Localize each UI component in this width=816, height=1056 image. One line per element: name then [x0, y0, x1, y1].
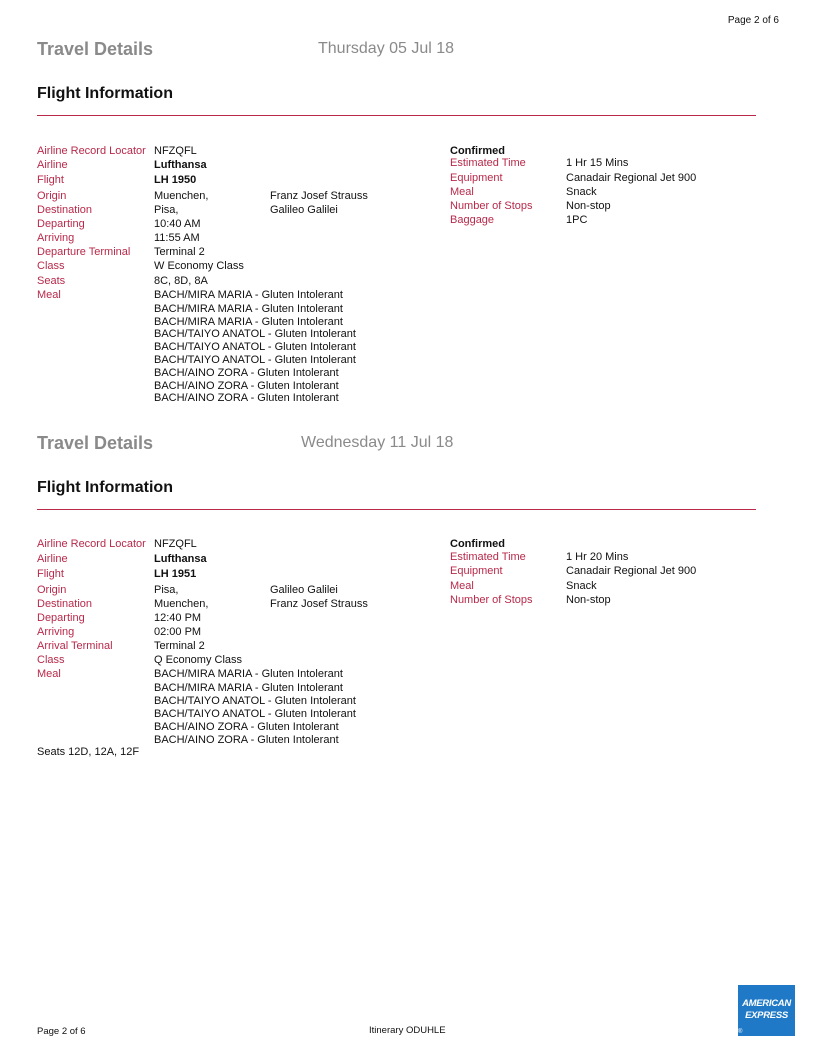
- label-arrival-terminal: Arrival Terminal: [37, 640, 113, 652]
- value-number-of-stops: Non-stop: [566, 200, 611, 212]
- label-departing: Departing: [37, 218, 85, 230]
- value-departing: 10:40 AM: [154, 218, 201, 230]
- meal-line: BACH/TAIYO ANATOL - Gluten Intolerant: [154, 708, 356, 720]
- value-flight: LH 1950: [154, 174, 197, 186]
- value-destination-city: Muenchen,: [154, 598, 209, 610]
- value-terminal: Terminal 2: [154, 640, 205, 652]
- travel-date: Wednesday 11 Jul 18: [301, 434, 454, 451]
- label-baggage: Baggage: [450, 214, 495, 226]
- value-baggage: 1PC: [566, 214, 588, 226]
- value-destination-airport: Galileo Galilei: [270, 204, 338, 216]
- logo-line-2: EXPRESS: [745, 1010, 788, 1021]
- meal-line: BACH/AINO ZORA - Gluten Intolerant: [154, 380, 339, 392]
- itinerary-footer: Itinerary ODUHLE: [369, 1025, 446, 1036]
- label-estimated-time: Estimated Time: [450, 551, 526, 563]
- value-record-locator: NFZQFL: [154, 145, 197, 157]
- label-number-of-stops: Number of Stops: [450, 594, 533, 606]
- page-number-bottom: Page 2 of 6: [37, 1026, 86, 1037]
- value-flight: LH 1951: [154, 568, 197, 580]
- label-arriving: Arriving: [37, 626, 75, 638]
- label-meal: Meal: [37, 668, 61, 680]
- meal-line: BACH/AINO ZORA - Gluten Intolerant: [154, 392, 339, 404]
- meal-line: BACH/MIRA MARIA - Gluten Intolerant: [154, 289, 343, 301]
- meal-line: BACH/TAIYO ANATOL - Gluten Intolerant: [154, 354, 356, 366]
- label-destination: Destination: [37, 204, 93, 216]
- label-airline: Airline: [37, 159, 68, 171]
- value-airline: Lufthansa: [154, 553, 207, 565]
- label-class: Class: [37, 260, 65, 272]
- label-departure-terminal: Departure Terminal: [37, 246, 131, 258]
- value-airline: Lufthansa: [154, 159, 207, 171]
- value-seats: 8C, 8D, 8A: [154, 275, 208, 287]
- flight-information-title: Flight Information: [37, 85, 173, 102]
- label-meal-service: Meal: [450, 580, 474, 592]
- value-terminal: Terminal 2: [154, 246, 205, 258]
- label-equipment: Equipment: [450, 172, 503, 184]
- travel-details-title: Travel Details: [37, 39, 154, 59]
- value-departing: 12:40 PM: [154, 612, 202, 624]
- registered-mark: ®: [738, 1029, 743, 1035]
- label-meal-service: Meal: [450, 186, 474, 198]
- meal-line: BACH/AINO ZORA - Gluten Intolerant: [154, 734, 339, 746]
- label-arriving: Arriving: [37, 232, 75, 244]
- section-divider: [37, 509, 756, 510]
- value-number-of-stops: Non-stop: [566, 594, 611, 606]
- value-origin-city: Pisa,: [154, 584, 179, 596]
- value-origin-airport: Franz Josef Strauss: [270, 190, 368, 202]
- value-class: W Economy Class: [154, 260, 244, 272]
- meal-line: BACH/MIRA MARIA - Gluten Intolerant: [154, 316, 343, 328]
- value-equipment: Canadair Regional Jet 900: [566, 565, 697, 577]
- value-record-locator: NFZQFL: [154, 538, 197, 550]
- label-equipment: Equipment: [450, 565, 503, 577]
- label-flight: Flight: [37, 174, 64, 186]
- value-origin-city: Muenchen,: [154, 190, 209, 202]
- label-destination: Destination: [37, 598, 93, 610]
- label-number-of-stops: Number of Stops: [450, 200, 533, 212]
- section-divider: [37, 115, 756, 116]
- american-express-logo: [738, 985, 795, 1036]
- label-seats: Seats: [37, 275, 66, 287]
- value-estimated-time: 1 Hr 20 Mins: [566, 551, 629, 563]
- status-confirmed: Confirmed: [450, 538, 505, 550]
- meal-line: BACH/TAIYO ANATOL - Gluten Intolerant: [154, 695, 356, 707]
- label-airline: Airline: [37, 553, 68, 565]
- travel-details-title: Travel Details: [37, 433, 154, 453]
- label-origin: Origin: [37, 584, 67, 596]
- value-class: Q Economy Class: [154, 654, 243, 666]
- logo-line-1: AMERICAN: [742, 998, 791, 1009]
- label-origin: Origin: [37, 190, 67, 202]
- value-arriving: 11:55 AM: [154, 232, 200, 244]
- meal-line: BACH/MIRA MARIA - Gluten Intolerant: [154, 668, 343, 680]
- value-estimated-time: 1 Hr 15 Mins: [566, 157, 629, 169]
- meal-line: BACH/TAIYO ANATOL - Gluten Intolerant: [154, 341, 356, 353]
- value-equipment: Canadair Regional Jet 900: [566, 172, 697, 184]
- label-departing: Departing: [37, 612, 85, 624]
- meal-line: BACH/AINO ZORA - Gluten Intolerant: [154, 721, 339, 733]
- travel-date: Thursday 05 Jul 18: [318, 40, 455, 57]
- value-destination-airport: Franz Josef Strauss: [270, 598, 368, 610]
- label-meal: Meal: [37, 289, 61, 301]
- label-record-locator: Airline Record Locator: [37, 538, 146, 550]
- value-meal-service: Snack: [566, 580, 597, 592]
- value-destination-city: Pisa,: [154, 204, 179, 216]
- meal-line: BACH/AINO ZORA - Gluten Intolerant: [154, 367, 339, 379]
- meal-line: BACH/MIRA MARIA - Gluten Intolerant: [154, 303, 343, 315]
- flight-information-title: Flight Information: [37, 479, 173, 496]
- status-confirmed: Confirmed: [450, 145, 505, 157]
- label-estimated-time: Estimated Time: [450, 157, 526, 169]
- label-flight: Flight: [37, 568, 64, 580]
- seats-note: Seats 12D, 12A, 12F: [37, 746, 140, 758]
- label-class: Class: [37, 654, 65, 666]
- meal-line: BACH/TAIYO ANATOL - Gluten Intolerant: [154, 328, 356, 340]
- value-arriving: 02:00 PM: [154, 626, 202, 638]
- meal-line: BACH/MIRA MARIA - Gluten Intolerant: [154, 682, 343, 694]
- page-number-top: Page 2 of 6: [727, 15, 779, 26]
- value-meal-service: Snack: [566, 186, 597, 198]
- label-record-locator: Airline Record Locator: [37, 145, 146, 157]
- value-origin-airport: Galileo Galilei: [270, 584, 338, 596]
